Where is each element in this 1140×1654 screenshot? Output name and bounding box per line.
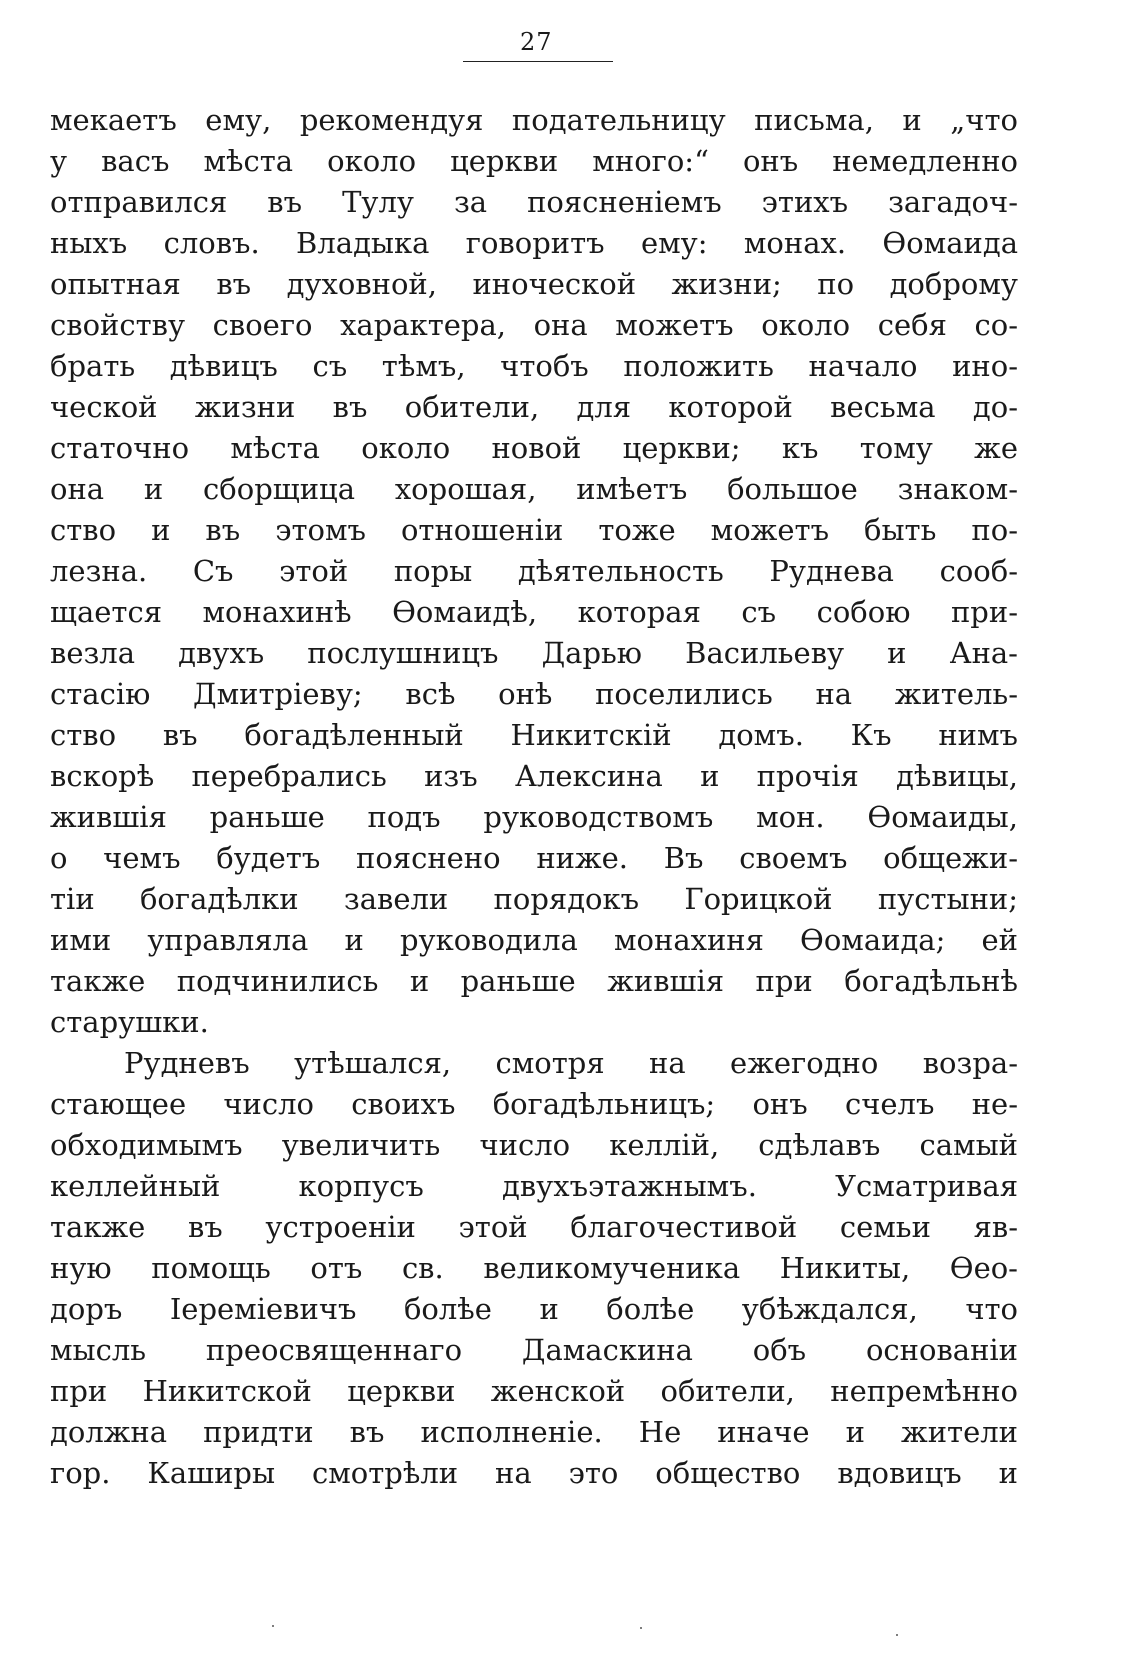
scan-speck bbox=[272, 1625, 274, 1627]
paragraph-2 bbox=[50, 1043, 1018, 1494]
text-line: доръ Іереміевичъ болѣе и болѣе убѣждался, что bbox=[50, 1292, 1018, 1326]
page-number: 27 bbox=[520, 28, 553, 56]
text-line: стающее число своихъ богадѣльницъ; онъ счелъ не- bbox=[50, 1087, 1018, 1121]
text-line: брать дѣвицъ съ тѣмъ, чтобъ положить начало ино- bbox=[50, 349, 1018, 383]
text-line: тіи богадѣлки завели порядокъ Горицкой пустыни; bbox=[50, 882, 1018, 916]
text-line: келлейный корпусъ двухъэтажнымъ. Усматривая bbox=[50, 1169, 1018, 1203]
text-line: ческой жизни въ обители, для которой весьма до- bbox=[50, 390, 1018, 424]
text-line: она и сборщица хорошая, имѣетъ большое знаком- bbox=[50, 472, 1018, 506]
text-line: при Никитской церкви женской обители, непремѣнно bbox=[50, 1374, 1018, 1408]
text-line: статочно мѣста около новой церкви; къ тому же bbox=[50, 431, 1018, 465]
text-line: стасію Дмитріеву; всѣ онѣ поселились на житель- bbox=[50, 677, 1018, 711]
scan-speck bbox=[640, 1627, 642, 1629]
text-line: ство въ богадѣленный Никитскій домъ. Къ нимъ bbox=[50, 718, 1018, 752]
header-rule bbox=[463, 61, 613, 62]
text-line: опытная въ духовной, иноческой жизни; по доброму bbox=[50, 267, 1018, 301]
text-line: о чемъ будетъ пояснено ниже. Въ своемъ общежи- bbox=[50, 841, 1018, 875]
text-line: ство и въ этомъ отношеніи тоже можетъ быть по- bbox=[50, 513, 1018, 547]
text-line: жившія раньше подъ руководствомъ мон. Ѳомаиды, bbox=[50, 800, 1018, 834]
text-line: обходимымъ увеличить число келлій, сдѣлавъ самый bbox=[50, 1128, 1018, 1162]
text-line: вскорѣ перебрались изъ Алексина и прочія дѣвицы, bbox=[50, 759, 1018, 793]
scan-speck bbox=[896, 1634, 898, 1636]
body-text bbox=[50, 100, 1018, 1494]
text-line: также подчинились и раньше жившія при богадѣльнѣ bbox=[50, 964, 1018, 998]
text-line: лезна. Съ этой поры дѣятельность Руднева сооб- bbox=[50, 554, 1018, 588]
text-line: гор. Каширы смотрѣли на это общество вдовицъ и bbox=[50, 1456, 1018, 1490]
text-line: ную помощь отъ св. великомученика Никиты, Ѳео- bbox=[50, 1251, 1018, 1285]
paragraph-1 bbox=[50, 100, 1018, 1043]
text-line: ими управляла и руководила монахиня Ѳомаида; ей bbox=[50, 923, 1018, 957]
text-line: отправился въ Тулу за поясненіемъ этихъ загадоч- bbox=[50, 185, 1018, 219]
text-line: старушки. bbox=[50, 1005, 209, 1039]
text-line: ныхъ словъ. Владыка говоритъ ему: монах. Ѳомаида bbox=[50, 226, 1018, 260]
text-line: щается монахинѣ Ѳомаидѣ, которая съ собою при- bbox=[50, 595, 1018, 629]
text-line: мекаетъ ему, рекомендуя подательницу письма, и „что bbox=[50, 103, 1018, 137]
text-line: везла двухъ послушницъ Дарью Васильеву и Ана- bbox=[50, 636, 1018, 670]
text-line: у васъ мѣста около церкви много:“ онъ немедленно bbox=[50, 144, 1018, 178]
text-line: Рудневъ утѣшался, смотря на ежегодно возра- bbox=[124, 1046, 1018, 1080]
text-line: должна придти въ исполненіе. Не иначе и жители bbox=[50, 1415, 1018, 1449]
text-line: свойству своего характера, она можетъ около себя со- bbox=[50, 308, 1018, 342]
text-line: также въ устроеніи этой благочестивой семьи яв- bbox=[50, 1210, 1018, 1244]
text-line: мысль преосвященнаго Дамаскина объ основаніи bbox=[50, 1333, 1018, 1367]
